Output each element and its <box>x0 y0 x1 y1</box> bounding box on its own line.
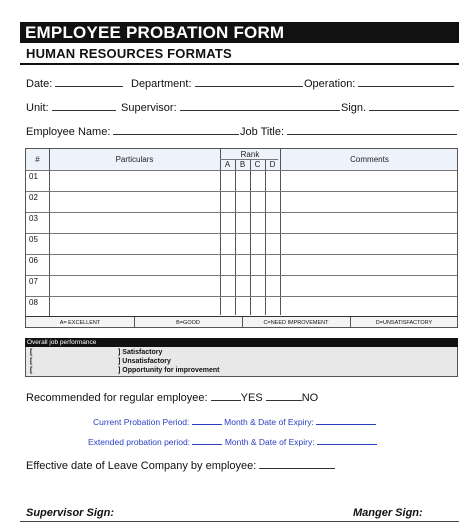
date-label: Date: <box>26 78 53 90</box>
evaluation-table <box>25 148 458 328</box>
performance-header: Overall job performance <box>25 338 458 347</box>
row-number: 01 <box>29 172 38 181</box>
footer-rule <box>20 521 459 522</box>
extended-probation-label: Extended probation period: <box>88 437 191 447</box>
job-title-label: Job Title: <box>240 126 285 138</box>
sign-blank[interactable] <box>369 100 459 111</box>
rank-d: D <box>269 160 276 169</box>
form-subtitle: HUMAN RESOURCES FORMATS <box>26 46 232 61</box>
operation-field[interactable] <box>304 76 454 90</box>
row-rule <box>26 254 457 255</box>
legend-good: B=GOOD <box>176 320 200 326</box>
department-blank[interactable] <box>195 76 303 87</box>
option-opportunity[interactable] <box>30 367 220 374</box>
sign-field[interactable] <box>341 100 459 114</box>
job-title-blank[interactable] <box>287 124 457 135</box>
rank-b: B <box>239 160 246 169</box>
header-number: # <box>35 155 40 164</box>
option-bracket: [ <box>30 349 33 356</box>
recommendation-line <box>26 390 318 404</box>
extended-expiry-blank[interactable] <box>317 434 377 445</box>
current-probation-line <box>93 414 376 427</box>
unit-blank[interactable] <box>52 100 116 111</box>
legend-excellent: A= EXCELLENT <box>59 320 101 326</box>
recommendation-label: Recommended for regular employee: <box>26 392 208 404</box>
col-divider <box>280 149 281 315</box>
rank-c: C <box>254 160 261 169</box>
option-label: ] Opportunity for improvement <box>118 367 220 374</box>
supervisor-signature[interactable]: Supervisor Sign: <box>26 507 115 519</box>
unit-field[interactable] <box>26 100 116 114</box>
extended-probation-line <box>88 434 377 447</box>
option-satisfactory[interactable] <box>30 349 162 356</box>
department-label: Department: <box>131 78 192 90</box>
date-field[interactable] <box>26 76 123 90</box>
supervisor-label: Supervisor: <box>121 102 177 114</box>
leave-date-line <box>26 458 335 472</box>
row-number: 08 <box>29 298 38 307</box>
row-rule <box>26 191 457 192</box>
header-comments: Comments <box>350 155 389 164</box>
employee-name-label: Employee Name: <box>26 126 111 138</box>
department-field[interactable] <box>131 76 303 90</box>
employee-name-blank[interactable] <box>113 124 239 135</box>
legend-need-improvement: C=NEED IMPROVEMENT <box>263 320 329 326</box>
option-bracket: [ <box>30 367 33 374</box>
leave-date-label: Effective date of Leave Company by employee: <box>26 460 257 472</box>
operation-blank[interactable] <box>358 76 454 87</box>
form-title: EMPLOYEE PROBATION FORM <box>25 23 285 42</box>
employee-name-field[interactable] <box>26 124 239 138</box>
leave-date-blank[interactable] <box>259 458 335 469</box>
header-particulars: Particulars <box>115 155 154 164</box>
unit-label: Unit: <box>26 102 49 114</box>
manager-signature[interactable]: Manger Sign: <box>353 507 423 519</box>
supervisor-blank[interactable] <box>180 100 340 111</box>
supervisor-field[interactable] <box>121 100 340 114</box>
col-divider <box>265 159 266 315</box>
col-divider <box>220 149 221 315</box>
current-probation-blank[interactable] <box>192 414 222 425</box>
date-blank[interactable] <box>55 76 123 87</box>
performance-options <box>25 347 458 377</box>
row-rule <box>26 275 457 276</box>
job-title-field[interactable] <box>240 124 457 138</box>
header-rank: Rank <box>240 150 260 159</box>
row-rule <box>26 212 457 213</box>
legend-unsatisfactory: D=UNSATISFACTORY <box>375 320 433 326</box>
col-divider <box>250 159 251 315</box>
current-expiry-blank[interactable] <box>316 414 376 425</box>
yes-blank[interactable] <box>211 390 241 401</box>
no-blank[interactable] <box>266 390 302 401</box>
sign-label: Sign. <box>341 102 367 114</box>
row-rule <box>26 296 457 297</box>
option-unsatisfactory[interactable] <box>30 358 171 365</box>
no-label: NO <box>301 392 319 404</box>
row-number: 05 <box>29 235 38 244</box>
current-probation-label: Current Probation Period: <box>93 417 190 427</box>
col-divider <box>235 159 236 315</box>
col-divider <box>49 149 50 327</box>
option-bracket: [ <box>30 358 33 365</box>
option-label: ] Satisfactory <box>118 349 163 356</box>
operation-label: Operation: <box>304 78 356 90</box>
row-number: 06 <box>29 256 38 265</box>
row-rule <box>26 233 457 234</box>
yes-label: YES <box>240 392 263 404</box>
row-number: 02 <box>29 193 38 202</box>
extended-probation-blank[interactable] <box>192 434 222 445</box>
header-rule <box>26 170 457 171</box>
extended-expiry-label: Month & Date of Expiry: <box>224 437 315 447</box>
rank-a: A <box>224 160 231 169</box>
current-expiry-label: Month & Date of Expiry: <box>224 417 314 427</box>
row-number: 03 <box>29 214 38 223</box>
row-number: 07 <box>29 277 38 286</box>
option-label: ] Unsatisfactory <box>118 358 171 365</box>
subtitle-rule <box>20 63 459 65</box>
